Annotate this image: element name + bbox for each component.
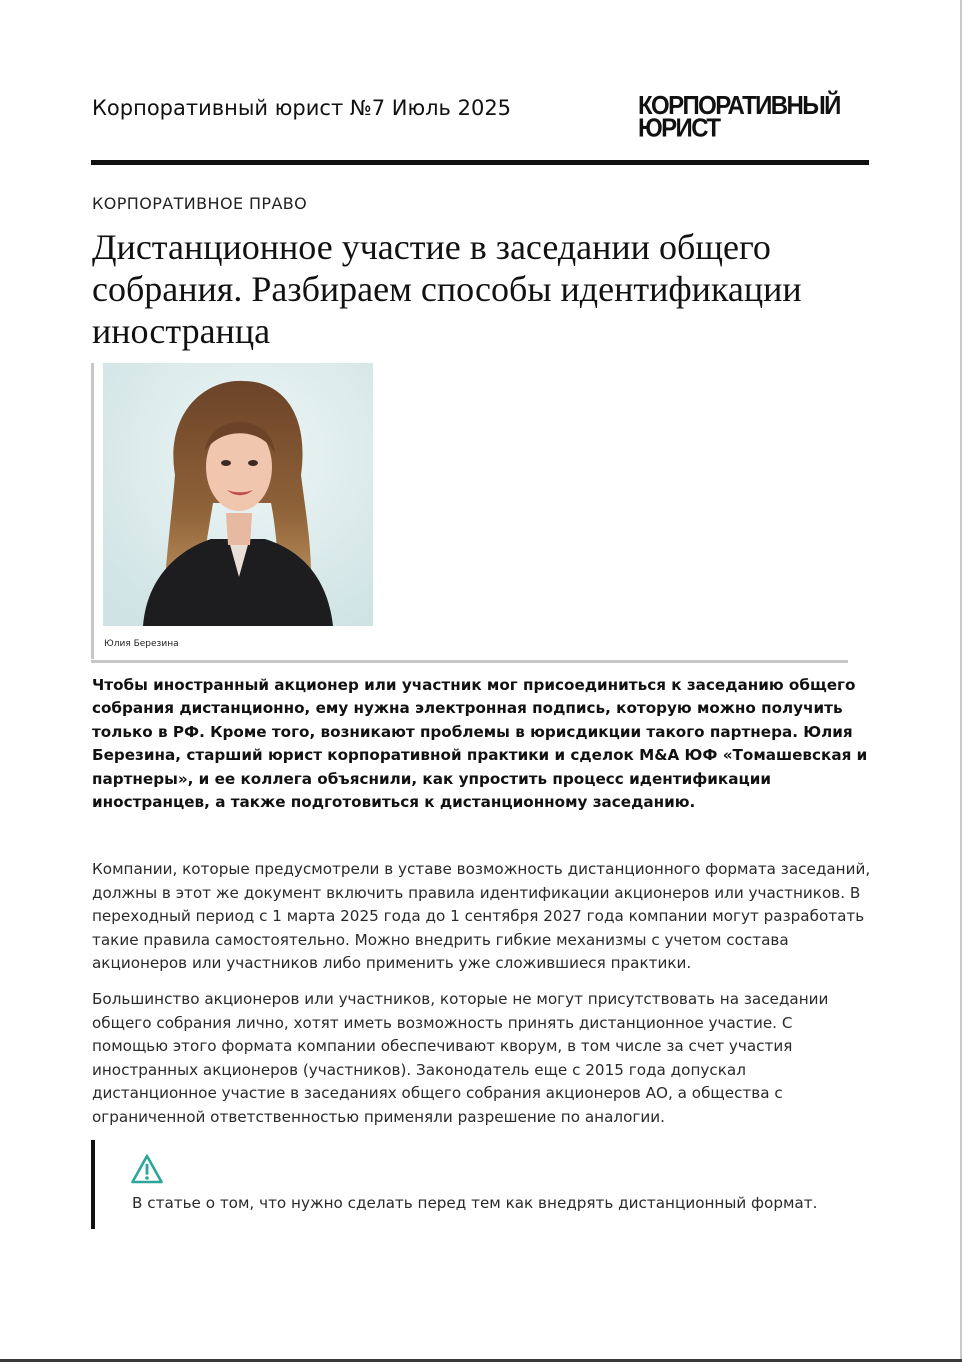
photo-frame-left [91,363,94,659]
warning-icon [129,1152,165,1188]
article-headline: Дистанционное участие в заседании общего собрания. Разбираем способы идентификации иностранца [92,227,802,351]
author-portrait [103,363,373,626]
magazine-logo[interactable] [638,91,870,143]
body-paragraph: Большинство акционеров или участников, которые не могут присутствовать на заседании общего собрания лично, хотят иметь возможность принять дистанционное участие. С помощью этого формата компании обеспечивают кворум, в том числе за счет участия иностранных акционеров (участников). Законодатель еще с 2015 года допускал дистанционное участие в заседаниях общего собрания акционеров АО, а общества с ограниченной ответственностью применяли разрешение по аналогии. [92,990,829,1126]
callout-text: В статье о том, что нужно сделать перед тем как внедрять дистанционный формат. [132,1194,818,1212]
header-divider [91,160,869,165]
body-paragraph: Компании, которые предусмотрели в уставе возможность дистанционного формата заседаний, должны в этот же документ включить правила идентификации акционеров или участников. В переходный период с 1 марта 2025 года до 1 сентября 2027 года компании могут разработать такие правила самостоятельно. Можно внедрить гибкие механизмы с учетом состава акционеров или участников либо применить уже сложившиеся практики. [92,860,871,972]
logo-line-1: КОРПОРАТИВНЫЙ [638,91,840,121]
section-label: КОРПОРАТИВНОЕ ПРАВО [92,194,308,213]
photo-frame-bottom [91,660,848,663]
article-lead: Чтобы иностранный акционер или участник мог присоединиться к заседанию общего собрания дистанционно, ему нужна электронная подпись, которую можно получить только в РФ. Кроме того, возникают проблемы в юрисдикции такого партнера. Юлия Березина, старший юрист корпоративной практики и сделок M&A ЮФ «Томашевская и партнеры», и ее коллега объяснили, как упростить процесс идентификации иностранцев, а также подготовиться к дистанционному заседанию. [92,676,868,812]
logo-line-2: ЮРИСТ [638,114,720,143]
photo-caption: Юлия Березина [104,639,179,649]
callout-bar [91,1140,95,1229]
issue-title: Корпоративный юрист №7 Июль 2025 [92,96,512,120]
